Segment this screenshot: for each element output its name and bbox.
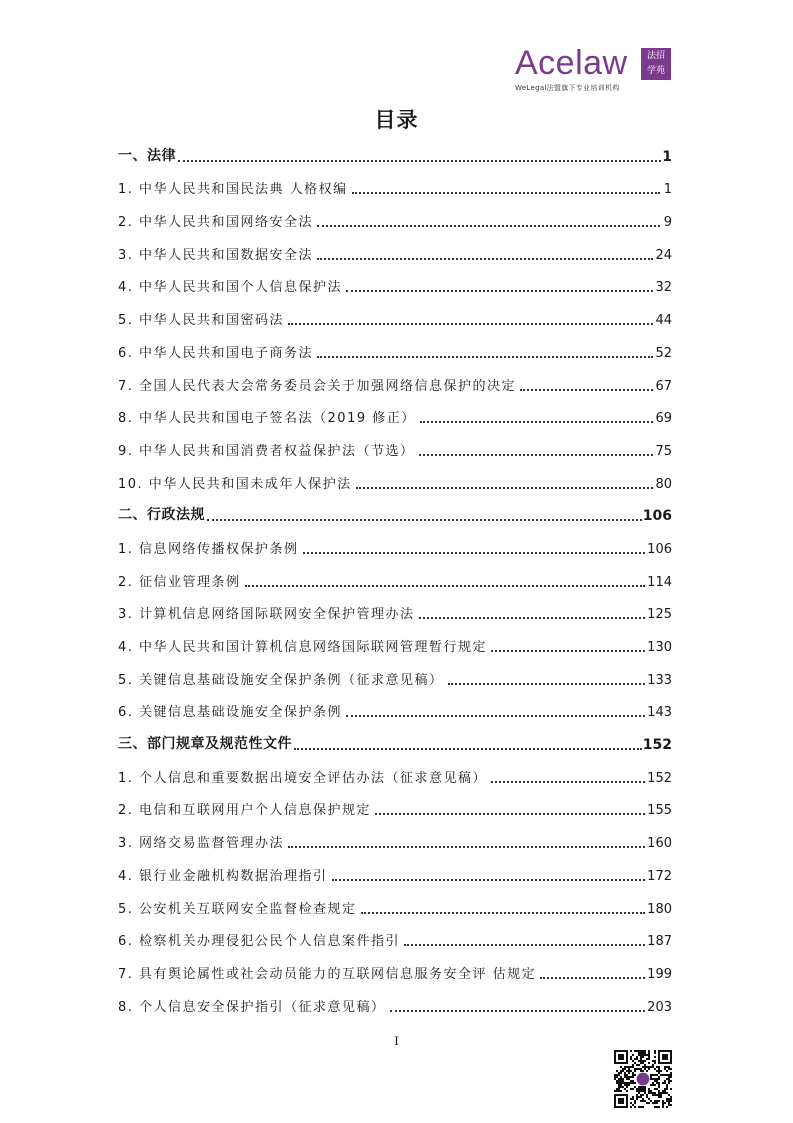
toc-entry-title: 10. 中华人民共和国未成年人保护法 [118, 476, 352, 492]
toc-leader-dots [375, 812, 645, 815]
toc-leader-dots [352, 191, 660, 194]
toc-section-row[interactable] [118, 728, 672, 761]
toc-entry-title: 2. 中华人民共和国网络安全法 [118, 215, 314, 231]
toc-item-row[interactable] [118, 826, 672, 859]
toc-entry-title: 9. 中华人民共和国消费者权益保护法（节选） [118, 443, 415, 459]
toc-item-row[interactable] [118, 892, 672, 925]
toc-item-row[interactable] [118, 434, 672, 467]
toc-leader-dots [346, 714, 645, 717]
toc-page-number: 152 [647, 770, 672, 786]
toc-page-number: 180 [647, 901, 672, 917]
toc-entry-title: 4. 银行业金融机构数据治理指引 [118, 868, 328, 884]
toc-page-number: 114 [647, 574, 672, 590]
toc-leader-dots [491, 780, 645, 783]
toc-entry-title: 3. 网络交易监督管理办法 [118, 836, 285, 852]
toc-leader-dots [540, 976, 645, 979]
toc-leader-dots [356, 486, 654, 489]
toc-page-number: 24 [655, 247, 672, 263]
toc-leader-dots [361, 911, 646, 914]
toc-entry-title: 5. 公安机关互联网安全监督检查规定 [118, 901, 357, 917]
toc-entry-title: 6. 检察机关办理侵犯公民个人信息案件指引 [118, 934, 401, 950]
toc-item-row[interactable] [118, 467, 672, 500]
toc-leader-dots [317, 355, 653, 358]
toc-entry-title: 4. 中华人民共和国计算机信息网络国际联网管理暂行规定 [118, 640, 488, 655]
toc-item-row[interactable] [118, 402, 672, 435]
toc-item-row[interactable] [118, 761, 672, 794]
toc-page-number: 75 [655, 443, 672, 459]
toc-page-number: 133 [647, 672, 672, 688]
toc-leader-dots [448, 682, 646, 685]
toc-leader-dots [207, 518, 642, 521]
toc-item-row[interactable] [118, 663, 672, 696]
toc-page-number: 187 [647, 934, 672, 950]
toc-item-row[interactable] [118, 271, 672, 304]
toc-leader-dots [419, 616, 646, 619]
acelaw-logo [515, 46, 675, 96]
toc-leader-dots [419, 453, 654, 456]
toc-page-number: 9 [663, 215, 672, 231]
toc-page-number: 1 [663, 182, 672, 198]
toc-page-number: 80 [655, 476, 672, 492]
toc-page-number: 106 [647, 541, 672, 557]
logo-wordmark: Acelaw [515, 44, 628, 82]
toc-page-number: 52 [655, 345, 672, 361]
toc-entry-title: 1. 个人信息和重要数据出境安全评估办法（征求意见稿） [118, 770, 488, 786]
toc-item-row[interactable] [118, 173, 672, 206]
toc-item-row[interactable] [118, 565, 672, 598]
toc-leader-dots [404, 943, 645, 946]
toc-entry-title: 三、部门规章及规范性文件 [118, 736, 292, 753]
page-number: I [394, 1033, 399, 1048]
toc-page-number: 130 [647, 640, 672, 655]
toc-page-number: 32 [655, 280, 672, 296]
toc-leader-dots [303, 551, 646, 554]
toc-page-number: 155 [647, 803, 672, 819]
toc-section-row[interactable] [118, 500, 672, 533]
toc-entry-title: 8. 个人信息安全保护指引（征求意见稿） [118, 999, 386, 1015]
logo-badge [641, 48, 671, 80]
toc-entry-title: 4. 中华人民共和国个人信息保护法 [118, 280, 343, 296]
toc-leader-dots [317, 224, 660, 227]
logo-badge-text: 法招 学苑 [646, 51, 665, 76]
toc-leader-dots [288, 322, 653, 325]
toc-entry-title: 5. 中华人民共和国密码法 [118, 313, 285, 329]
toc-item-row[interactable] [118, 696, 672, 729]
toc-item-row[interactable] [118, 990, 672, 1023]
toc-entry-title: 二、行政法规 [118, 507, 205, 524]
toc-entry-title: 3. 计算机信息网络国际联网安全保护管理办法 [118, 607, 415, 623]
toc-page-number: 67 [655, 378, 672, 394]
qr-code-icon [614, 1050, 672, 1108]
toc-item-row[interactable] [118, 369, 672, 402]
toc-leader-dots [491, 649, 645, 652]
toc-entry-title: 7. 具有舆论属性或社会动员能力的互联网信息服务安全评 估规定 [118, 966, 537, 982]
toc-page-number: 44 [655, 313, 672, 329]
toc-entry-title: 2. 电信和互联网用户个人信息保护规定 [118, 803, 372, 819]
toc-entry-title: 3. 中华人民共和国数据安全法 [118, 247, 314, 263]
toc-page-number: 172 [647, 868, 672, 884]
toc-page-number: 199 [647, 966, 672, 982]
toc-item-row[interactable] [118, 303, 672, 336]
toc-item-row[interactable] [118, 336, 672, 369]
toc-item-row[interactable] [118, 532, 672, 565]
toc-item-row[interactable] [118, 205, 672, 238]
page-title: 目录 [374, 108, 419, 132]
toc-leader-dots [520, 388, 653, 391]
toc-entry-title: 5. 关键信息基础设施安全保护条例（征求意见稿） [118, 672, 444, 688]
toc-item-row[interactable] [118, 957, 672, 990]
toc-entry-title: 6. 中华人民共和国电子商务法 [118, 345, 314, 361]
toc-item-row[interactable] [118, 598, 672, 631]
toc-item-row[interactable] [118, 859, 672, 892]
toc-entry-title: 1. 中华人民共和国民法典 人格权编 [118, 182, 348, 198]
toc-page-number: 203 [647, 999, 672, 1015]
toc-leader-dots [245, 584, 646, 587]
toc-page-number: 160 [647, 836, 672, 852]
toc-entry-title: 一、法律 [118, 147, 176, 164]
toc-leader-dots [288, 845, 645, 848]
toc-item-row[interactable] [118, 630, 672, 663]
logo-tagline: WeLegal法盟旗下专业培训机构 [515, 84, 620, 92]
toc-page-number: 143 [647, 705, 672, 721]
toc-entry-title: 2. 征信业管理条例 [118, 574, 241, 590]
toc-leader-dots [294, 747, 642, 750]
toc-page-number: 106 [642, 508, 672, 525]
toc-page-number: 69 [655, 411, 672, 427]
toc-item-row[interactable] [118, 925, 672, 958]
toc-page-number: 125 [647, 607, 672, 623]
toc-leader-dots [178, 159, 661, 162]
toc-leader-dots [420, 420, 654, 423]
toc-entry-title: 8. 中华人民共和国电子签名法（2019 修正） [118, 411, 416, 427]
toc-section-row[interactable] [118, 140, 672, 173]
table-of-contents [118, 140, 672, 1023]
toc-item-row[interactable] [118, 238, 672, 271]
toc-page-number: 152 [642, 737, 672, 754]
toc-entry-title: 1. 信息网络传播权保护条例 [118, 541, 299, 557]
toc-leader-dots [317, 257, 653, 260]
toc-leader-dots [390, 1009, 646, 1012]
toc-leader-dots [332, 878, 646, 881]
toc-item-row[interactable] [118, 794, 672, 827]
toc-entry-title: 7. 全国人民代表大会常务委员会关于加强网络信息保护的决定 [118, 378, 517, 394]
toc-entry-title: 6. 关键信息基础设施安全保护条例 [118, 705, 343, 721]
toc-page-number: 1 [662, 148, 672, 165]
toc-leader-dots [346, 289, 653, 292]
